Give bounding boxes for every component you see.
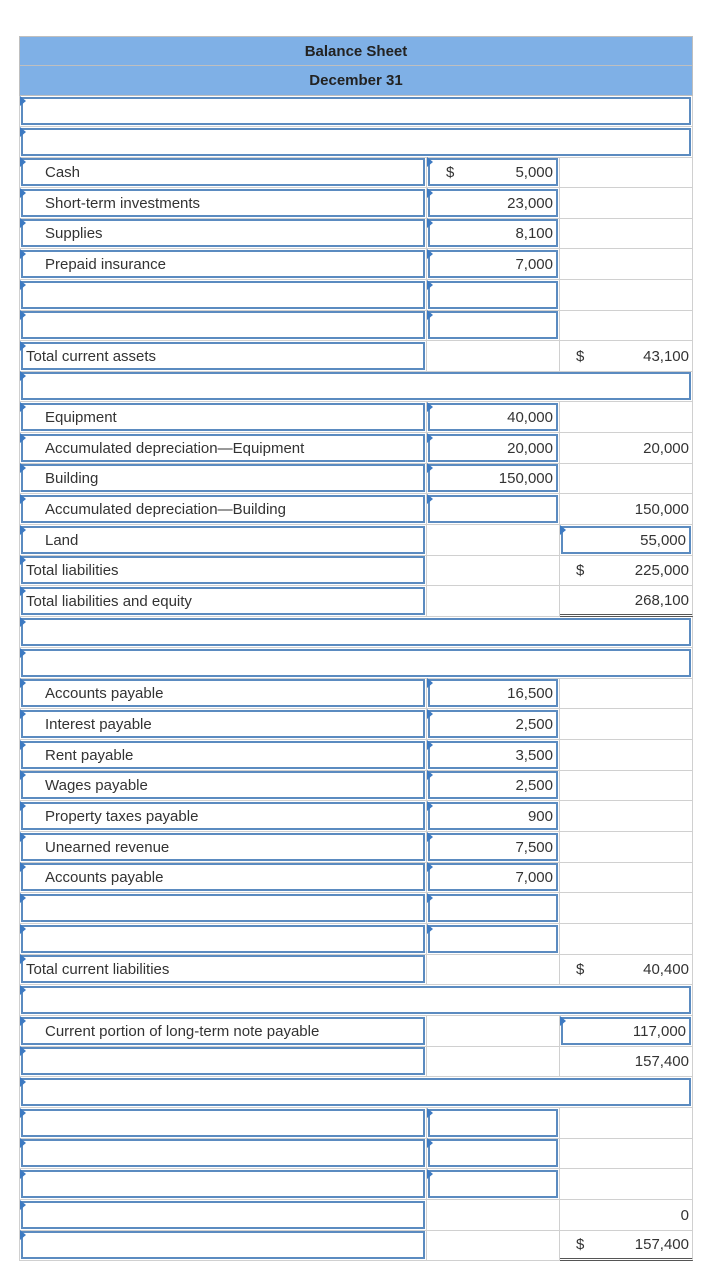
account-label-input[interactable]: Prepaid insurance <box>21 250 425 278</box>
total-value: 157,400 <box>634 1052 689 1070</box>
total-amount: 225,000 <box>634 561 689 579</box>
amount-cell <box>427 555 560 586</box>
total-liabilities-row <box>19 555 693 586</box>
table-row <box>19 801 693 832</box>
amount-input[interactable] <box>428 925 558 953</box>
total-liabilities-equity-row <box>19 586 693 617</box>
account-label-input[interactable]: Wages payable <box>21 771 425 799</box>
amount-input[interactable]: 16,500 <box>428 679 558 707</box>
table-row <box>19 218 693 249</box>
account-label-input[interactable] <box>21 1139 425 1167</box>
total-cell <box>560 249 693 280</box>
table-row <box>19 463 693 494</box>
account-label-input[interactable] <box>21 925 425 953</box>
amount-cell <box>427 525 560 556</box>
account-label-input[interactable] <box>21 281 425 309</box>
total-value: 150,000 <box>634 500 689 518</box>
account-label-input[interactable]: Cash <box>21 158 425 186</box>
amount-input[interactable] <box>428 158 558 186</box>
amount-cell <box>427 586 560 617</box>
amount-cell <box>427 954 560 985</box>
total-value <box>560 463 692 493</box>
table-row <box>19 1046 693 1077</box>
account-label-input[interactable]: Accumulated depreciation—Building <box>21 495 425 523</box>
total-value <box>560 402 692 432</box>
total-amount: 40,400 <box>643 960 689 978</box>
dollar-sign: $ <box>576 561 585 579</box>
amount-input[interactable] <box>428 1170 558 1198</box>
section-header-input[interactable] <box>21 618 691 646</box>
total-cell <box>560 1108 693 1139</box>
amount-value: 5,000 <box>515 163 553 181</box>
total-label-input[interactable]: Total current assets <box>21 342 425 370</box>
table-row <box>19 402 693 433</box>
amount-input[interactable] <box>428 894 558 922</box>
total-value: 268,100 <box>634 591 689 609</box>
account-label-input[interactable] <box>21 311 425 339</box>
table-row <box>19 709 693 740</box>
amount-input[interactable]: 40,000 <box>428 403 558 431</box>
table-row <box>19 157 693 188</box>
table-row <box>19 740 693 771</box>
total-cell <box>560 1169 693 1200</box>
sheet-title: Balance Sheet <box>19 36 693 66</box>
dollar-sign: $ <box>576 347 585 365</box>
table-row <box>19 494 693 525</box>
total-cell <box>560 893 693 924</box>
grand-total-row <box>19 1230 693 1261</box>
dollar-sign: $ <box>446 163 455 181</box>
amount-input[interactable]: 900 <box>428 802 558 830</box>
amount-input[interactable]: 7,000 <box>428 250 558 278</box>
account-label-input[interactable]: Supplies <box>21 219 425 247</box>
amount-input[interactable] <box>428 1109 558 1137</box>
total-cell <box>560 709 693 740</box>
account-label-input[interactable]: Land <box>21 526 425 554</box>
account-label-input[interactable] <box>21 894 425 922</box>
total-label-input[interactable]: Total liabilities and equity <box>21 587 425 615</box>
table-row <box>19 770 693 801</box>
total-cell <box>560 188 693 219</box>
total-cell <box>560 801 693 832</box>
table-row <box>19 862 693 893</box>
section-header-row <box>19 96 693 127</box>
total-value <box>560 341 692 371</box>
amount-cell <box>427 1230 560 1261</box>
section-header-row <box>19 1077 693 1108</box>
section-header-row <box>19 985 693 1016</box>
account-label-input[interactable]: Current portion of long-term note payable <box>21 1017 425 1045</box>
amount-input[interactable]: 2,500 <box>428 710 558 738</box>
amount-input[interactable]: 20,000 <box>428 434 558 462</box>
amount-input[interactable] <box>428 281 558 309</box>
total-value: 0 <box>680 1206 689 1224</box>
total-cell <box>560 280 693 311</box>
dollar-sign: $ <box>576 1235 585 1253</box>
amount-input[interactable]: 7,500 <box>428 833 558 861</box>
table-row <box>19 280 693 311</box>
account-label-input[interactable]: Accumulated depreciation—Equipment <box>21 434 425 462</box>
total-value: 20,000 <box>643 439 689 457</box>
total-cell <box>560 770 693 801</box>
equity-total-row <box>19 1200 693 1231</box>
amount-cell <box>427 1046 560 1077</box>
total-cell <box>560 1138 693 1169</box>
account-label-input[interactable]: Rent payable <box>21 741 425 769</box>
section-header-input[interactable] <box>21 128 691 156</box>
table-row <box>19 678 693 709</box>
table-row <box>19 525 693 556</box>
total-current-assets-row <box>19 341 693 372</box>
section-header-input[interactable] <box>21 1078 691 1106</box>
total-label-input[interactable] <box>21 1201 425 1229</box>
total-label-input[interactable] <box>21 1231 425 1259</box>
amount-cell <box>427 1016 560 1047</box>
section-header-input[interactable] <box>21 97 691 125</box>
total-value <box>560 954 692 984</box>
table-row <box>19 249 693 280</box>
table-row <box>19 1138 693 1169</box>
amount-input[interactable]: 8,100 <box>428 219 558 247</box>
total-cell <box>560 862 693 893</box>
total-value <box>560 1230 692 1258</box>
table-row <box>19 1108 693 1139</box>
amount-input[interactable] <box>428 495 558 523</box>
table-row <box>19 188 693 219</box>
table-row <box>19 893 693 924</box>
section-header-input[interactable] <box>21 372 691 400</box>
account-label-input[interactable]: Building <box>21 464 425 492</box>
total-cell <box>560 740 693 771</box>
total-input[interactable]: 117,000 <box>561 1017 691 1045</box>
amount-input[interactable]: 7,000 <box>428 863 558 891</box>
section-header-row <box>19 127 693 158</box>
amount-input[interactable]: 3,500 <box>428 741 558 769</box>
total-input[interactable]: 55,000 <box>561 526 691 554</box>
amount-input[interactable] <box>428 311 558 339</box>
sheet-date: December 31 <box>19 66 693 96</box>
table-row <box>19 924 693 955</box>
account-label-input[interactable]: Accounts payable <box>21 679 425 707</box>
account-label-input[interactable] <box>21 1170 425 1198</box>
amount-cell <box>427 341 560 372</box>
total-amount: 43,100 <box>643 347 689 365</box>
account-label-input[interactable]: Equipment <box>21 403 425 431</box>
total-current-liabilities-row <box>19 954 693 985</box>
total-cell <box>560 157 693 188</box>
total-label-input[interactable] <box>21 1047 425 1075</box>
table-row <box>19 832 693 863</box>
section-header-row <box>19 371 693 402</box>
total-label-input[interactable]: Total liabilities <box>21 556 425 584</box>
total-cell <box>560 924 693 955</box>
section-header-input[interactable] <box>21 649 691 677</box>
amount-input[interactable]: 23,000 <box>428 189 558 217</box>
amount-input[interactable] <box>428 1139 558 1167</box>
amount-input[interactable]: 150,000 <box>428 464 558 492</box>
table-row <box>19 1016 693 1047</box>
account-label-input[interactable]: Accounts payable <box>21 863 425 891</box>
total-cell <box>560 832 693 863</box>
account-label-input[interactable]: Property taxes payable <box>21 802 425 830</box>
total-cell <box>560 310 693 341</box>
section-header-row <box>19 648 693 679</box>
account-label-input[interactable] <box>21 1109 425 1137</box>
dollar-sign: $ <box>576 960 585 978</box>
table-row <box>19 310 693 341</box>
account-label-input[interactable]: Unearned revenue <box>21 833 425 861</box>
total-amount: 157,400 <box>634 1235 689 1253</box>
amount-input[interactable]: 2,500 <box>428 771 558 799</box>
account-label-input[interactable]: Interest payable <box>21 710 425 738</box>
total-cell <box>560 218 693 249</box>
table-row <box>19 1169 693 1200</box>
section-header-row <box>19 617 693 648</box>
amount-cell <box>427 1200 560 1231</box>
table-row <box>19 433 693 464</box>
section-header-input[interactable] <box>21 986 691 1014</box>
total-value <box>560 555 692 585</box>
total-label-input[interactable]: Total current liabilities <box>21 955 425 983</box>
account-label-input[interactable]: Short-term investments <box>21 189 425 217</box>
total-cell <box>560 678 693 709</box>
